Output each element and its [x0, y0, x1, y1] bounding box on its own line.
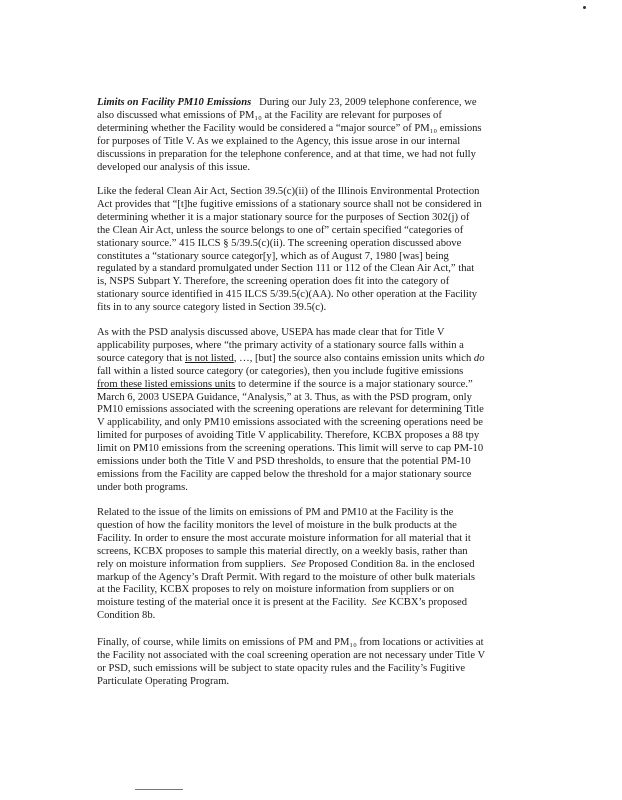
- text-line: for purposes of Title V. As we explained to the Agency, this issue arose in our internal: [97, 135, 461, 147]
- scan-edge-mark: [135, 789, 183, 790]
- text-line: is, NSPS Subpart Y. Therefore, the screening operation does fit into the category of: [97, 276, 450, 288]
- text-line: at the Facility, KCBX proposes to rely on moisture information from suppliers or on: [97, 584, 455, 596]
- text-line: question of how the facility monitors the level of moisture in the bulk products at the: [97, 519, 457, 531]
- paragraph-moisture-monitoring: [97, 507, 527, 623]
- text-line: discussions in preparation for the telephone conference, and at that time, we had not fully: [97, 148, 476, 160]
- paragraph-federal-clean-air-act: [97, 186, 527, 315]
- text-line: from these listed emissions units to determine if the source is a major stationary source.”: [97, 378, 473, 390]
- text-line: the Clean Air Act, unless the source belongs to one of” certain specified “categories of: [97, 224, 464, 236]
- text-line: stationary source identified in 415 ILCS 5/39.5(c)(AA). No other operation at the Facility: [97, 289, 478, 301]
- text-line: limit on PM10 emissions from the screening operations. This limit will serve to cap PM-10: [97, 443, 484, 455]
- section-heading: Limits on Facility PM10 Emissions: [97, 97, 252, 108]
- text-line: As with the PSD analysis discussed above, USEPA has made clear that for Title V: [97, 327, 445, 338]
- text-line: Condition 8b.: [97, 610, 156, 622]
- text-line: stationary source.” 415 ILCS § 5/39.5(c)(ii). The screening operation discussed above: [97, 237, 462, 249]
- text-line: applicability purposes, where “the primary activity of a stationary source falls within a: [97, 339, 464, 351]
- text-line: fits in to any source category listed in Section 39.5(c).: [97, 302, 327, 314]
- text-line: Finally, of course, while limits on emissions of PM and PM₁₀ from locations or activities at: [97, 637, 484, 648]
- scan-speck: [583, 6, 586, 9]
- italic-see: See: [371, 597, 387, 609]
- paragraph-psd-analysis: [97, 327, 527, 495]
- text-line: source category that is not listed, …, [but] the source also contains emission units which do: [97, 352, 485, 364]
- text-line: or PSD, such emissions will be subject to state opacity rules and the Facility’s Fugitive: [97, 662, 466, 674]
- text-line: March 6, 2003 USEPA Guidance, “Analysis,” at 3. Thus, as with the PSD program, only: [97, 391, 472, 403]
- text-line: determining whether it is a major stationary source for the purposes of Section 302(j) of: [97, 211, 470, 223]
- text-line: Like the federal Clean Air Act, Section 39.5(c)(ii) of the Illinois Environmental Protection: [97, 186, 480, 197]
- text-line: Act provides that “[t]he fugitive emissions of a stationary source shall not be considered in: [97, 198, 482, 210]
- underlined-phrase: from these listed emissions units: [97, 378, 236, 390]
- text-line: limited for purposes of avoiding Title V applicability. Therefore, KCBX proposes a 88 tpy: [97, 430, 480, 442]
- text-line: Limits on Facility PM10 Emissions During our July 23, 2009 telephone conference, we: [97, 97, 477, 108]
- text-line: Related to the issue of the limits on emissions of PM and PM10 at the Facility is the: [97, 507, 454, 518]
- text-line: PM10 emissions associated with the screening operations are relevant for determining Title: [97, 404, 484, 416]
- text-line: also discussed what emissions of PM₁₀ at the Facility are relevant for purposes of: [97, 109, 442, 121]
- text-line: constitutes a “stationary source categor[y], which as of August 7, 1980 [was] being: [97, 250, 449, 262]
- text-line: markup of the Agency’s Draft Permit. With regard to the moisture of other bulk materials: [97, 571, 476, 583]
- text-line: V applicability, and only PM10 emissions associated with the screening operations need be: [97, 417, 484, 429]
- text-line: the Facility not associated with the coal screening operation are not necessary under Title V: [97, 649, 486, 661]
- italic-see: See: [291, 558, 306, 570]
- text-line: screens, KCBX proposes to sample this material directly, on a weekly basis, rather than: [97, 545, 468, 557]
- text-line: Particulate Operating Program.: [97, 675, 230, 687]
- text-line: Facility. In order to ensure the most accurate moisture information for all material that it: [97, 532, 471, 544]
- text-line: emissions from the Facility are capped below the threshold for a major stationary source: [97, 468, 472, 480]
- text-line: fall within a listed source category (or categories), then you include fugitive emissions: [97, 365, 464, 377]
- text-line: rely on moisture information from suppliers. See Proposed Condition 8a. in the enclosed: [97, 558, 475, 570]
- text-line: under both programs.: [97, 481, 188, 493]
- text-line: regulated by a standard promulgated under Section 111 or 112 of the Clean Air Act,” that: [97, 263, 475, 275]
- underlined-phrase: is not listed: [184, 352, 234, 364]
- paragraph-pm10-limits: [97, 97, 527, 174]
- text-line: emissions under both the Title V and PSD thresholds, to ensure that the potential PM-10: [97, 456, 471, 468]
- text-line: moisture testing of the material once it is present at the Facility. See KCBX’s proposed: [97, 597, 468, 609]
- paragraph-finally: [97, 637, 527, 689]
- text-line: developed our analysis of this issue.: [97, 161, 250, 173]
- italic-emphasis: do: [473, 352, 485, 364]
- text-line: determining whether the Facility would be considered a “major source” of PM₁₀ emissions: [97, 122, 482, 134]
